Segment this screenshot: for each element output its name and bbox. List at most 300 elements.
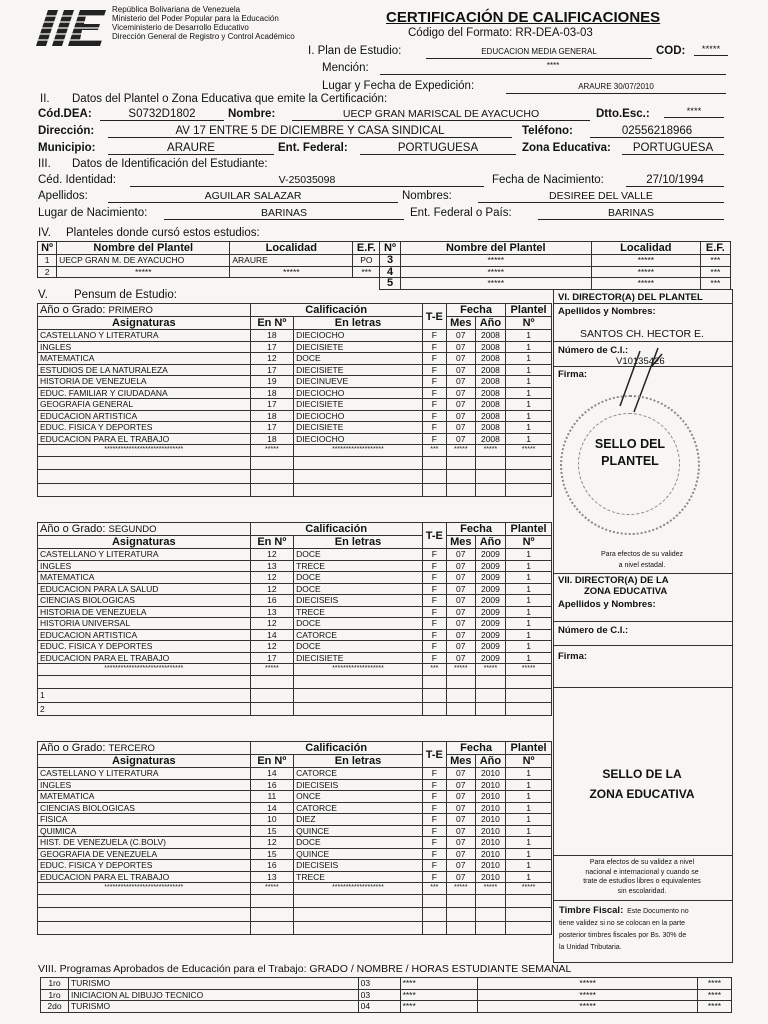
table-cell: 2009 [475,641,506,653]
table-cell: *** [700,278,730,290]
table-cell: 10 [250,814,294,826]
timbre-block [559,905,689,954]
table-cell [294,894,423,908]
col-header: Calificación [250,304,422,317]
table-cell: 1 [506,560,552,572]
table-cell [250,689,294,703]
table-row [38,583,552,595]
table-cell: F [422,652,446,664]
table-cell [475,470,506,484]
table-cell: F [422,572,446,584]
table-cell: CATORCE [294,629,423,641]
table-row [38,595,552,607]
table-cell: QUINCE [294,825,423,837]
divider [553,900,732,901]
planteles-table [37,241,731,290]
table-cell: 2010 [475,837,506,849]
table-cell [422,470,446,484]
table-cell [446,470,475,484]
table-cell: 1ro [41,978,69,990]
table-cell [446,702,475,716]
col-header: T-E [422,742,446,768]
col-header: Plantel [506,523,552,536]
divider [553,303,732,304]
telefono-label: Teléfono: [522,125,573,137]
table-cell: DOCE [294,353,423,365]
lugar-nacimiento-value: BARINAS [164,207,404,220]
table-cell: F [422,860,446,872]
document-title: CERTIFICACIÓN DE CALIFICACIONES [386,9,661,26]
director-name: SANTOS CH. HECTOR E. [580,328,704,340]
table-cell: 2009 [475,629,506,641]
timbre-line: tiene validez si no se colocan en la parte [559,920,686,927]
validez-line: Para efectos de su validez a nivel [589,859,695,866]
zona-firma-label: Firma: [558,651,588,662]
col-header: En Nº [250,317,294,330]
table-cell: F [422,422,446,434]
table-cell [38,456,251,470]
institution-line: República Bolivariana de Venezuela [112,5,241,14]
table-cell: 07 [446,606,475,618]
table-cell: 1 [506,768,552,780]
table-cell: DOCE [294,549,423,561]
table-cell: FISICA [38,814,251,826]
table-cell: ***************************** [38,445,251,457]
col-header: T-E [422,523,446,549]
col-header: Localidad [591,242,700,255]
table-cell: 18 [250,387,294,399]
table-cell: TURISMO [68,978,358,990]
institution-line: Dirección General de Registro y Control Académico [112,32,295,41]
table-cell: ******************* [294,664,423,676]
table-cell: 07 [446,848,475,860]
table-cell: 1 [506,825,552,837]
table-cell: 1 [506,341,552,353]
table-cell: F [422,791,446,803]
col-header: Año [475,536,506,549]
table-cell [506,456,552,470]
table-cell [250,483,294,497]
col-header: Calificación [250,523,422,536]
table-row [38,341,552,353]
table-cell: 1 [506,652,552,664]
table-cell: F [422,606,446,618]
table-cell: ***** [506,664,552,676]
table-cell: 16 [250,860,294,872]
divider [553,341,732,342]
table-cell: ***** [250,445,294,457]
table-cell: 12 [250,837,294,849]
section-ii-number: II. [40,93,50,105]
section-iii-number: III. [38,158,51,170]
table-cell: 12 [250,549,294,561]
nombre-plantel-label: Nombre: [228,108,276,120]
table-cell: 04 [358,1001,400,1013]
col-header: En letras [294,317,423,330]
table-cell: 3 [380,255,400,267]
table-cell: 1 [506,641,552,653]
table-cell: 1 [38,255,57,267]
table-cell: 1 [506,802,552,814]
table-cell: 4 [380,266,400,278]
table-cell: 07 [446,572,475,584]
cedula-label: Céd. Identidad: [38,174,117,186]
col-header: Fecha [446,304,505,317]
table-cell: 2 [38,266,57,278]
table-cell: 2008 [475,330,506,342]
table-cell [250,702,294,716]
table-cell: 12 [250,618,294,630]
table-cell: ***** [475,883,506,895]
empty-row [38,675,552,689]
table-row [38,871,552,883]
table-cell: DIECISEIS [294,860,423,872]
format-code: RR-DEA-03-03 [515,27,593,39]
table-cell: 17 [250,341,294,353]
table-cell: 07 [446,353,475,365]
table-cell: F [422,376,446,388]
table-cell: 18 [250,330,294,342]
format-code-row [408,27,593,39]
col-header: En Nº [250,536,294,549]
table-cell [294,702,423,716]
table-cell [475,483,506,497]
table-cell: INICIACION AL DIBUJO TECNICO [68,989,358,1001]
col-header: En letras [294,536,423,549]
table-cell: 03 [358,989,400,1001]
table-cell: ONCE [294,791,423,803]
table-cell: EDUCACION PARA EL TRABAJO [38,433,251,445]
table-cell [506,689,552,703]
table-cell: F [422,583,446,595]
table-row [38,837,552,849]
table-cell: ***** [475,664,506,676]
table-cell: 1 [506,399,552,411]
table-cell [38,894,251,908]
empty-row [38,470,552,484]
table-cell: ***************************** [38,883,251,895]
table-row [38,278,731,290]
table-cell: DOCE [294,572,423,584]
section-iv-number: IV. [38,227,52,239]
table-cell: 2010 [475,814,506,826]
validez-line: a nivel estadal. [618,562,666,569]
fecha-nacimiento-label: Fecha de Nacimiento: [492,174,604,186]
table-cell [250,908,294,922]
year-label-cell [38,742,251,755]
table-cell: DIECINUEVE [294,376,423,388]
table-cell: 07 [446,399,475,411]
table-cell [506,470,552,484]
table-cell: 07 [446,376,475,388]
table-cell: **** [400,989,478,1001]
validez-line: sin escolaridad. [617,887,667,895]
pensum-year-table [37,303,552,497]
table-cell: 1 [506,629,552,641]
col-header: Nº [380,242,400,255]
table-cell: 17 [250,399,294,411]
table-cell: INGLES [38,560,251,572]
table-cell: *** [422,883,446,895]
table-cell [422,894,446,908]
table-cell: F [422,814,446,826]
table-cell: 18 [250,410,294,422]
table-cell [446,456,475,470]
table-cell: 07 [446,791,475,803]
table-cell: 2008 [475,422,506,434]
section-v-title: Pensum de Estudio: [74,289,177,301]
table-cell: 1ro [41,989,69,1001]
table-cell: 07 [446,641,475,653]
programas-table [40,977,732,1013]
table-cell: DIECISEIS [294,779,423,791]
table-cell: F [422,779,446,791]
table-cell: 07 [446,364,475,376]
table-cell: 1 [506,410,552,422]
table-cell: 07 [446,422,475,434]
table-cell: 07 [446,837,475,849]
director-firma-label: Firma: [558,369,588,380]
table-cell [250,921,294,935]
timbre-line: la Unidad Tributaria. [559,944,622,951]
empty-row [38,689,552,703]
table-cell: 12 [250,641,294,653]
timbre-label: Timbre Fiscal: [559,905,624,916]
table-cell [475,689,506,703]
table-cell: ***** [591,255,700,267]
table-cell: ***** [400,255,591,267]
table-cell: TURISMO [68,1001,358,1013]
col-header: Mes [446,755,475,768]
table-cell: EDUCACION ARTISTICA [38,629,251,641]
table-cell: HISTORIA DE VENEZUELA [38,376,251,388]
director-ape-label: Apellidos y Nombres: [558,306,656,317]
table-row [38,255,731,267]
table-row [38,399,552,411]
year-label: Año o Grado: [40,741,106,754]
table-cell: 15 [250,848,294,860]
table-row [38,652,552,664]
table-row [38,629,552,641]
table-cell: 03 [358,978,400,990]
table-cell: 14 [250,629,294,641]
table-cell: F [422,802,446,814]
table-cell: **** [697,978,731,990]
table-cell: EDUCACION PARA LA SALUD [38,583,251,595]
table-cell [475,921,506,935]
table-cell: 2008 [475,387,506,399]
table-cell [250,470,294,484]
stars-row [38,883,552,895]
table-cell: F [422,387,446,399]
table-cell: 2010 [475,871,506,883]
table-cell [475,894,506,908]
table-cell [422,456,446,470]
table-cell: INGLES [38,779,251,791]
table-row [38,791,552,803]
year-name: TERCERO [108,742,155,754]
table-cell [250,675,294,689]
table-cell: EDUC. FISICA Y DEPORTES [38,860,251,872]
table-cell: F [422,549,446,561]
director-ci: V10135426 [616,356,665,367]
table-cell: DIECISIETE [294,652,423,664]
table-row [38,641,552,653]
table-cell: EDUC. FISICA Y DEPORTES [38,641,251,653]
table-cell: 13 [250,560,294,572]
table-cell: DIECISEIS [294,595,423,607]
table-cell: 2008 [475,376,506,388]
table-cell: *** [353,266,380,278]
table-cell: *** [422,445,446,457]
table-cell: F [422,641,446,653]
table-cell: EDUCACION ARTISTICA [38,410,251,422]
table-cell: 07 [446,814,475,826]
validez-estadal [553,549,731,571]
sello-line: ZONA EDUCATIVA [589,787,695,801]
divider [553,855,732,856]
nombres-value: DESIREE DEL VALLE [478,190,724,203]
table-cell: HISTORIA DE VENEZUELA [38,606,251,618]
table-row [38,549,552,561]
table-row [38,848,552,860]
table-cell: 1 [506,871,552,883]
empty-row [38,921,552,935]
table-cell: 2009 [475,560,506,572]
ent-federal-pais-label: Ent. Federal o País: [410,207,512,219]
table-cell: 18 [250,433,294,445]
table-cell: DIEZ [294,814,423,826]
table-cell: 15 [250,825,294,837]
table-cell: DIECISIETE [294,422,423,434]
table-cell: 2do [41,1001,69,1013]
col-header: Asignaturas [38,536,251,549]
table-cell: 1 [506,606,552,618]
table-cell: 1 [506,376,552,388]
table-cell: 2008 [475,433,506,445]
table-cell: DIECIOCHO [294,410,423,422]
table-row [38,768,552,780]
nombre-plantel-value: UECP GRAN MARISCAL DE AYACUCHO [292,108,590,121]
plan-value: EDUCACION MEDIA GENERAL [426,45,652,59]
table-row [38,364,552,376]
table-cell: DOCE [294,583,423,595]
table-cell: 16 [250,779,294,791]
telefono-value: 02556218966 [590,125,724,138]
table-row [38,572,552,584]
table-cell: MATEMATICA [38,572,251,584]
table-cell: F [422,871,446,883]
year-label: Año o Grado: [40,303,106,316]
table-cell [422,908,446,922]
table-cell: HISTORIA UNIVERSAL [38,618,251,630]
section-ii-title: Datos del Plantel o Zona Educativa que emite la Certificación: [72,93,388,105]
table-cell: 16 [250,595,294,607]
year-header-row [38,304,552,317]
table-cell: F [422,399,446,411]
section-iii-title: Datos de Identificación del Estudiante: [72,158,268,170]
table-cell: 07 [446,410,475,422]
table-cell: F [422,618,446,630]
table-cell: ***** [446,883,475,895]
table-cell: F [422,848,446,860]
table-cell: 1 [506,791,552,803]
lugar-fecha-label: Lugar y Fecha de Expedición: [322,80,475,92]
table-cell: 14 [250,802,294,814]
table-cell: 1 [506,353,552,365]
empty-row [38,894,552,908]
table-cell: 1 [506,330,552,342]
table-row [38,825,552,837]
table-cell: ***** [446,445,475,457]
table-cell [294,675,423,689]
table-cell: 1 [506,583,552,595]
col-header: Nº [506,317,552,330]
table-cell: CASTELLANO Y LITERATURA [38,330,251,342]
subheader-row [38,536,552,549]
title-line: VII. DIRECTOR(A) DE LA [558,575,669,586]
table-cell: 07 [446,560,475,572]
table-cell: QUINCE [294,848,423,860]
table-cell: 14 [250,768,294,780]
table-cell [38,470,251,484]
table-cell: 1 [506,364,552,376]
table-cell: 2009 [475,572,506,584]
table-cell: EDUCACION PARA EL TRABAJO [38,871,251,883]
table-cell: 1 [38,689,251,703]
table-cell: ******************* [294,445,423,457]
table-cell [294,456,423,470]
table-cell: 12 [250,583,294,595]
table-cell: GEOGRAFIA GENERAL [38,399,251,411]
col-header: Plantel [506,742,552,755]
director-title: VI. DIRECTOR(A) DEL PLANTEL [558,292,703,303]
table-cell: CASTELLANO Y LITERATURA [38,768,251,780]
table-cell: 12 [250,353,294,365]
table-cell [230,278,353,290]
table-cell [446,908,475,922]
director-ci-label: Número de C.I.: [558,345,629,356]
table-cell: **** [400,1001,478,1013]
nombres-label: Nombres: [402,190,452,202]
table-cell: CATORCE [294,768,423,780]
table-cell [446,921,475,935]
cod-label: COD: [656,45,686,57]
validez-line: Para efectos de su validez [600,551,684,558]
table-cell [446,689,475,703]
table-cell: F [422,433,446,445]
table-cell [506,483,552,497]
table-cell [446,894,475,908]
col-header: Año [475,317,506,330]
table-cell: 2010 [475,825,506,837]
table-cell: 07 [446,871,475,883]
table-cell: DIECISIETE [294,399,423,411]
table-row [38,376,552,388]
table-cell: 5 [380,278,400,290]
table-cell: ESTUDIOS DE LA NATURALEZA [38,364,251,376]
col-header: Nº [38,242,57,255]
table-cell [57,278,230,290]
table-cell: F [422,410,446,422]
table-row [38,618,552,630]
table-cell: 1 [506,837,552,849]
table-cell: ***** [400,278,591,290]
col-header: En Nº [250,755,294,768]
table-cell: 13 [250,606,294,618]
table-cell: 07 [446,433,475,445]
table-cell: 07 [446,549,475,561]
